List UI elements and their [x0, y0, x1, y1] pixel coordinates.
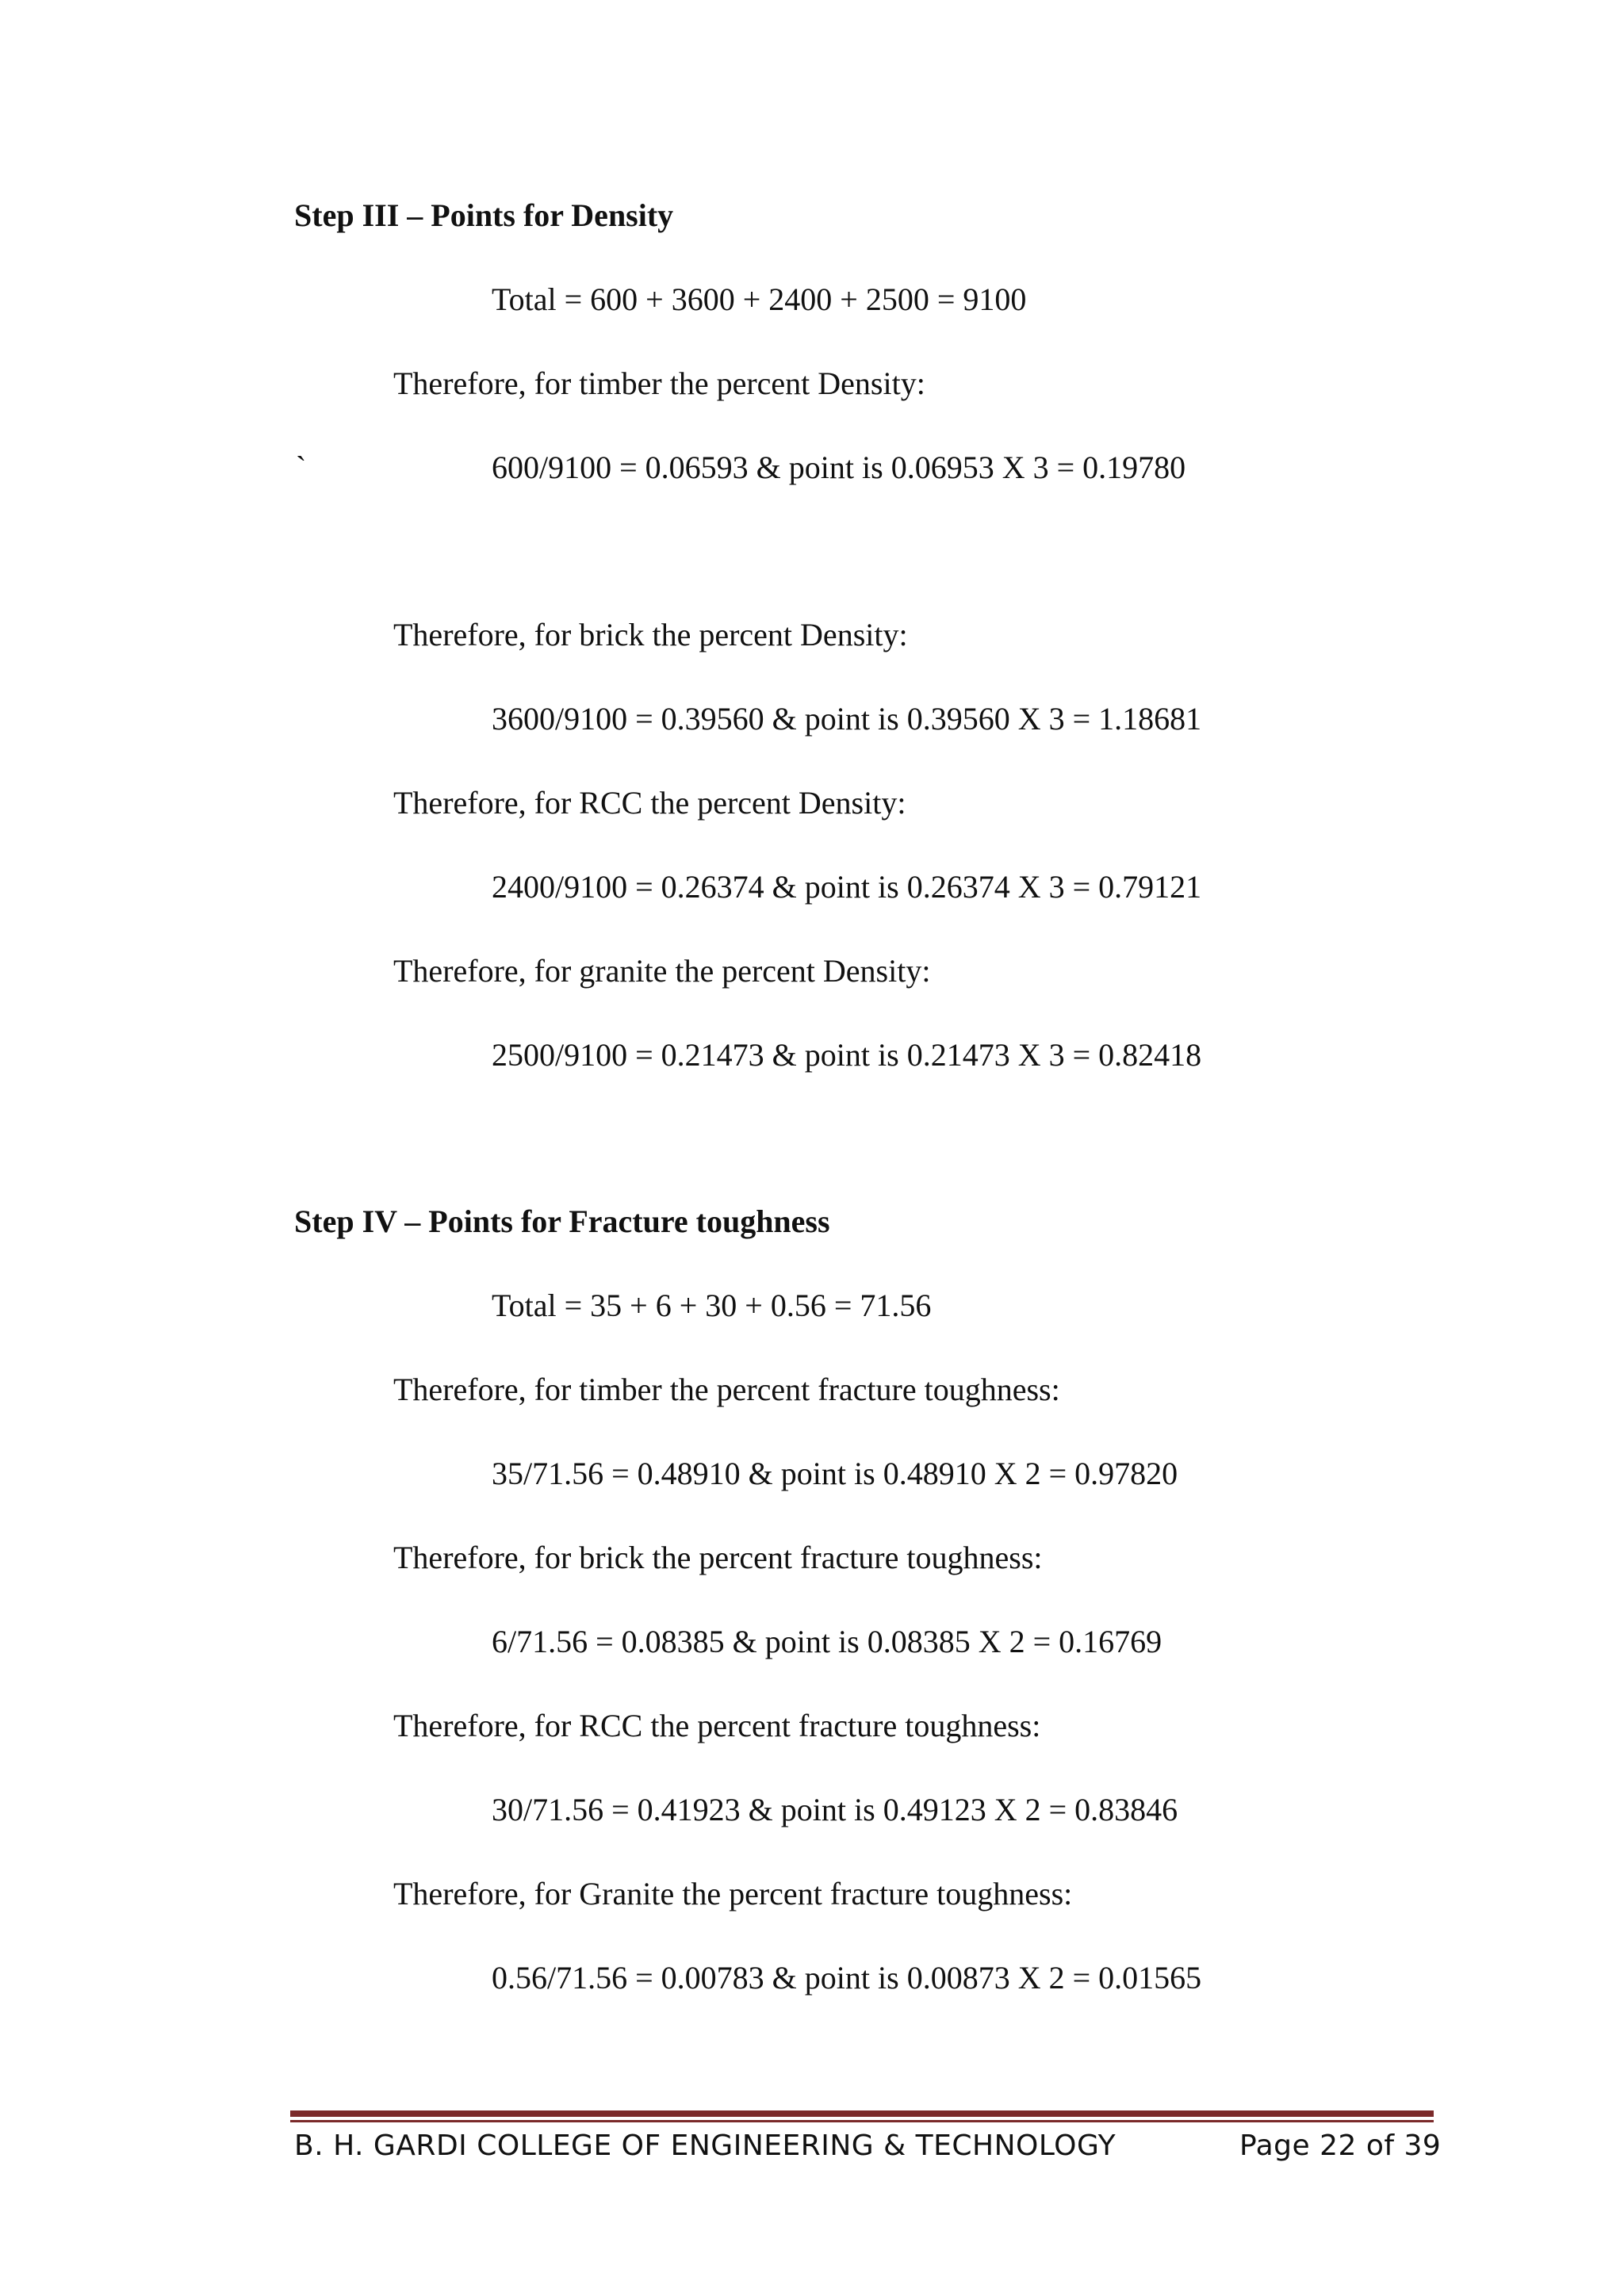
step4-timber-label: Therefore, for timber the percent fracture toughness: [393, 1372, 1060, 1407]
step4-total: Total = 35 + 6 + 30 + 0.56 = 71.56 [492, 1288, 932, 1323]
step3-rcc-label: Therefore, for RCC the percent Density: [393, 785, 906, 821]
step4-brick-label: Therefore, for brick the percent fracture toughness: [393, 1540, 1043, 1575]
step4-granite-calc: 0.56/71.56 = 0.00783 & point is 0.00873 X 2 = 0.01565 [492, 1960, 1202, 1996]
footer-page-number: Page 22 of 39 [1239, 2130, 1442, 2162]
footer-rule-thin [290, 2120, 1434, 2122]
stray-mark: ` [296, 450, 307, 485]
step4-heading: Step IV – Points for Fracture toughness [294, 1203, 830, 1239]
step3-brick-label: Therefore, for brick the percent Density: [393, 617, 908, 652]
step4-rcc-calc: 30/71.56 = 0.41923 & point is 0.49123 X 2 = 0.83846 [492, 1792, 1178, 1827]
step3-rcc-calc: 2400/9100 = 0.26374 & point is 0.26374 X 3 = 0.79121 [492, 869, 1202, 905]
step3-brick-calc: 3600/9100 = 0.39560 & point is 0.39560 X 3 = 1.18681 [492, 701, 1202, 737]
step3-total: Total = 600 + 3600 + 2400 + 2500 = 9100 [492, 281, 1027, 317]
step4-timber-calc: 35/71.56 = 0.48910 & point is 0.48910 X 2 = 0.97820 [492, 1456, 1178, 1491]
footer-rule-thick [290, 2110, 1434, 2117]
step3-granite-calc: 2500/9100 = 0.21473 & point is 0.21473 X 3 = 0.82418 [492, 1037, 1202, 1073]
step4-brick-calc: 6/71.56 = 0.08385 & point is 0.08385 X 2 = 0.16769 [492, 1624, 1162, 1659]
step4-granite-label: Therefore, for Granite the percent fracture toughness: [393, 1876, 1073, 1911]
step3-timber-label: Therefore, for timber the percent Density: [393, 365, 925, 401]
step3-heading: Step III – Points for Density [294, 197, 674, 233]
step4-rcc-label: Therefore, for RCC the percent fracture toughness: [393, 1708, 1041, 1743]
step3-granite-label: Therefore, for granite the percent Density: [393, 953, 931, 989]
step3-timber-calc: 600/9100 = 0.06593 & point is 0.06953 X 3 = 0.19780 [492, 450, 1186, 485]
footer-college-name: B. H. GARDI COLLEGE OF ENGINEERING & TECHNOLOGY [294, 2130, 1116, 2162]
